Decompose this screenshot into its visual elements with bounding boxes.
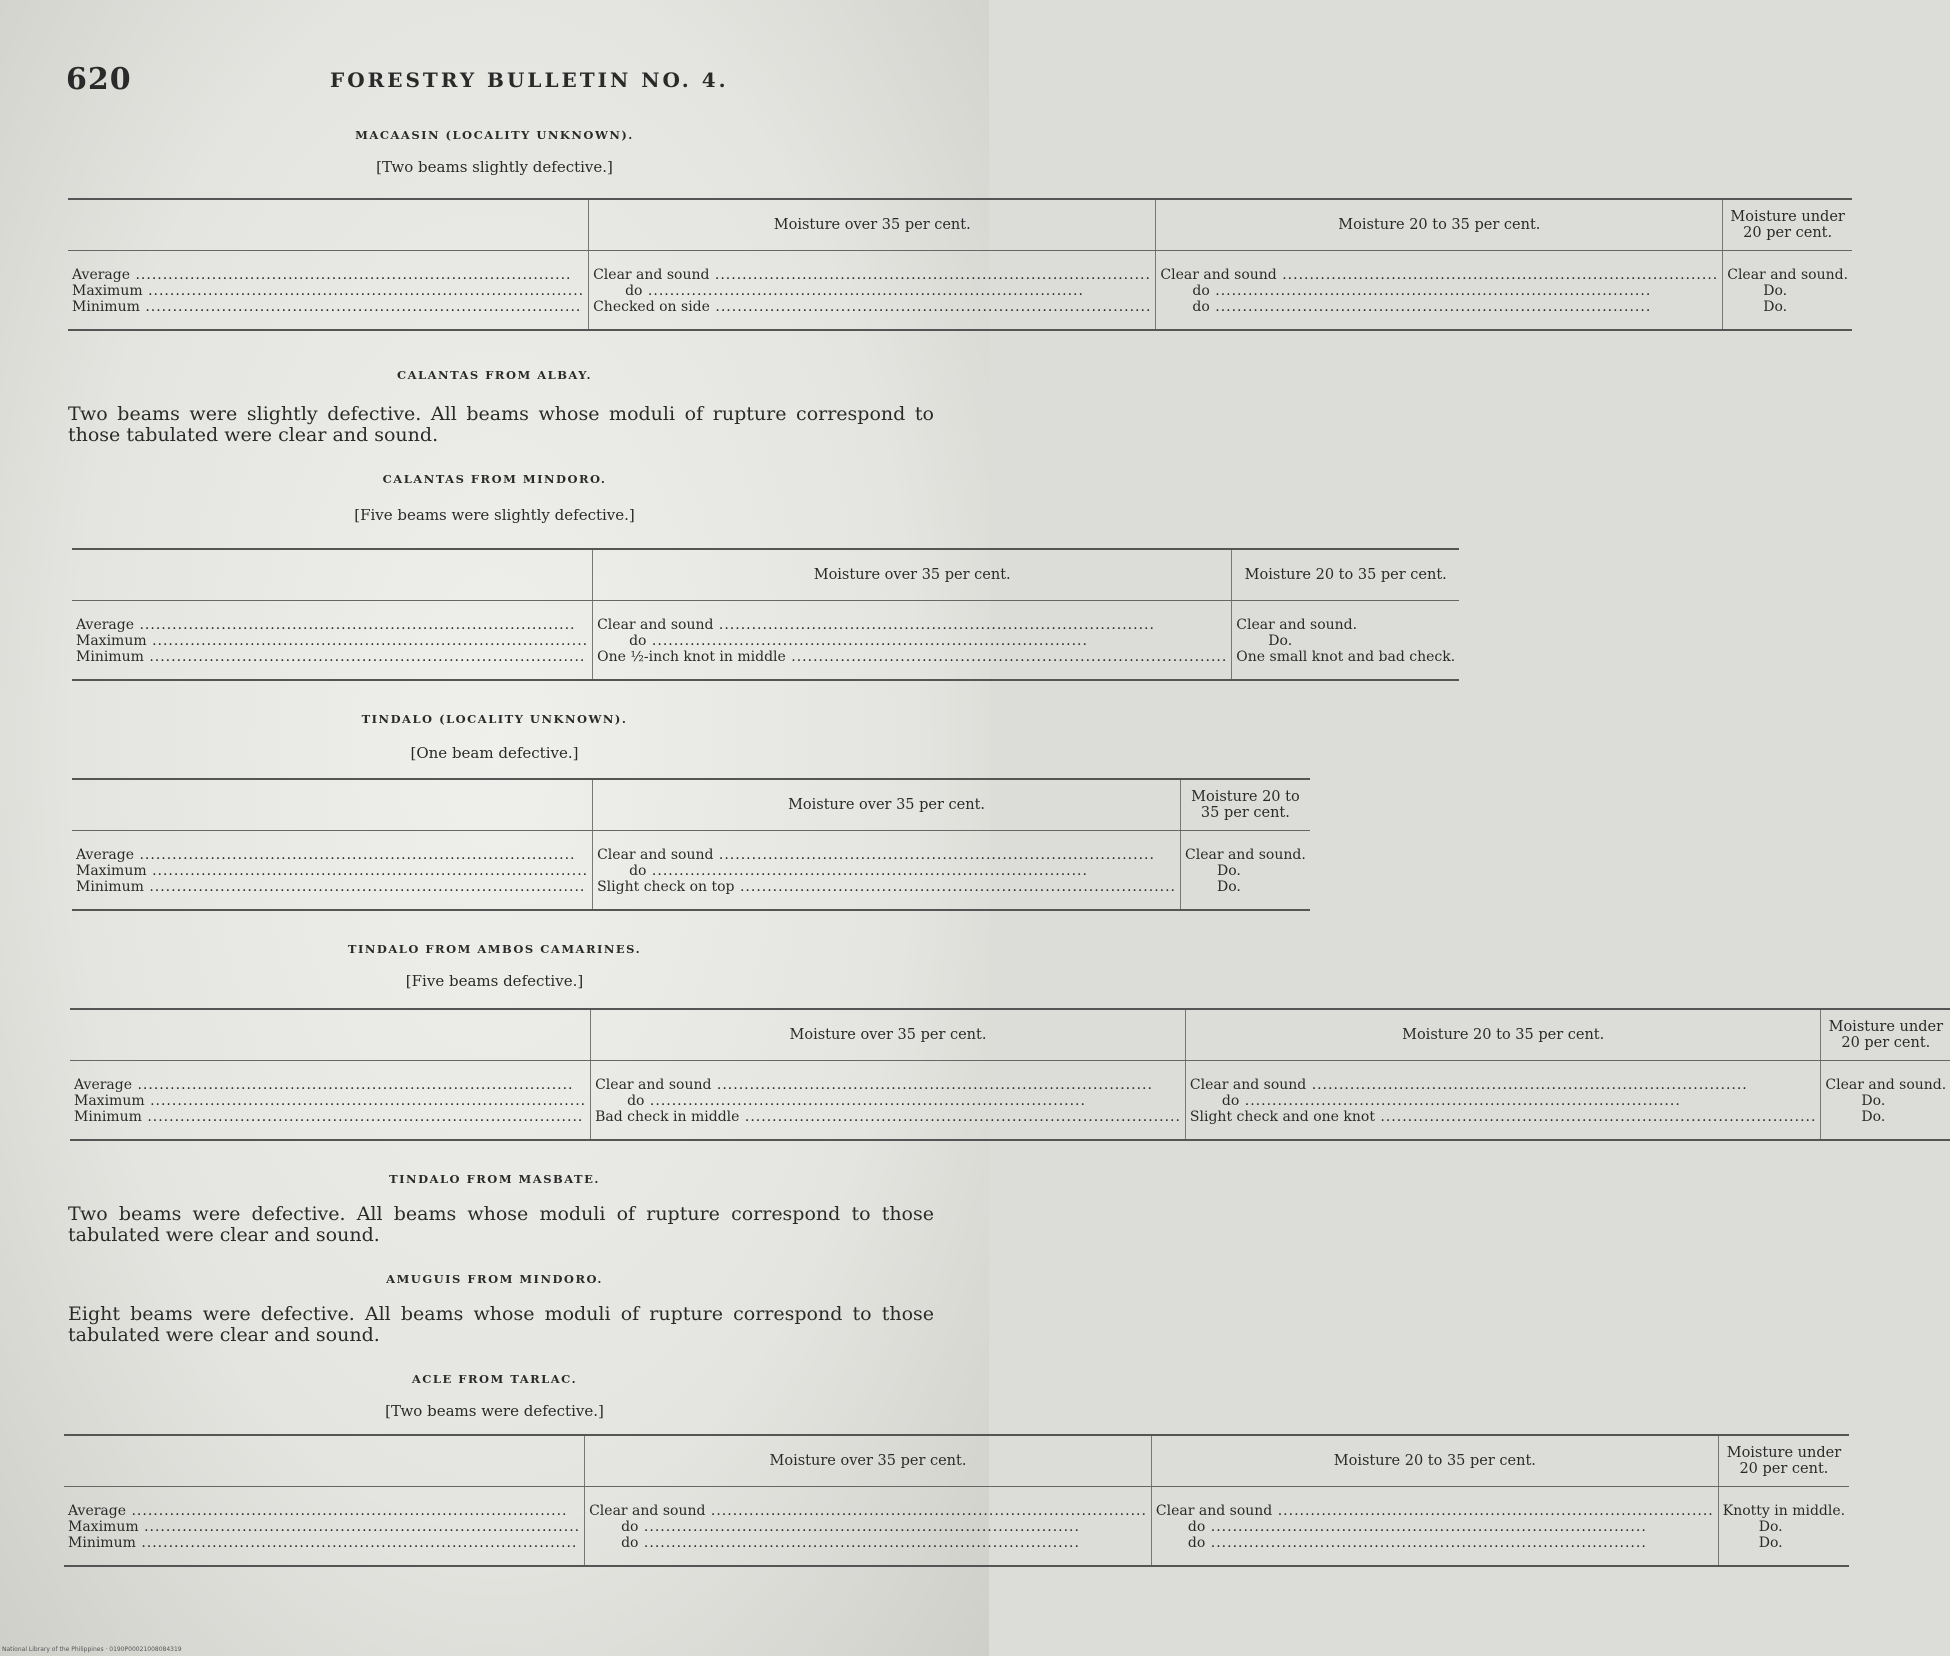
cell-group: Clear and sound. Do. Do. xyxy=(1723,251,1852,331)
column-header-row-labels xyxy=(72,779,593,831)
column-header: Moisture over 35 per cent. xyxy=(593,549,1232,601)
column-header: Moisture 20 to 35 per cent. xyxy=(1185,1009,1821,1061)
row-labels: Average ..... Maximum ..... Minimum ..... xyxy=(72,601,593,681)
row-labels: Average ..... Maximum ..... Minimum ..... xyxy=(68,251,589,331)
row-labels: Average ..... Maximum ..... Minimum ..... xyxy=(64,1487,585,1567)
cell-group: Clear and sound ..... do ..... Slight check on top ..... xyxy=(593,831,1181,911)
column-header: Moisture over 35 per cent. xyxy=(589,199,1156,251)
cell-group: Clear and sound ..... do ..... One ½-inch knot in middle ..... xyxy=(593,601,1232,681)
cell-group: Clear and sound ..... do ..... do ..... xyxy=(585,1487,1152,1567)
cell-group: Clear and sound ..... do ..... Slight check and one knot ..... xyxy=(1185,1061,1821,1141)
section-title-acle-tarlac: ACLE FROM TARLAC. xyxy=(411,1372,578,1386)
section-title-tindalo-unknown: TINDALO (LOCALITY UNKNOWN). xyxy=(361,712,628,726)
cell-group: Knotty in middle. Do. Do. xyxy=(1718,1487,1849,1567)
page-number: 620 xyxy=(66,62,132,97)
row-labels: Average ..... Maximum ..... Minimum ..... xyxy=(70,1061,591,1141)
cell-group: Clear and sound. Do. Do. xyxy=(1821,1061,1950,1141)
cell-group: Clear and sound ..... do ..... do ..... xyxy=(1151,1487,1718,1567)
column-header-row-labels xyxy=(64,1435,585,1487)
running-title: FORESTRY BULLETIN NO. 4. xyxy=(330,68,729,92)
cell-group: Clear and sound. Do. One small knot and bad check. xyxy=(1232,601,1459,681)
column-header: Moisture over 35 per cent. xyxy=(591,1009,1186,1061)
scan-credit: National Library of the Philippines · 0190P00021008084319 xyxy=(2,1646,182,1653)
column-header-row-labels xyxy=(72,549,593,601)
table-macaasin xyxy=(68,198,1852,331)
table-tindalo-ambos-camarines xyxy=(70,1008,1950,1141)
paragraph-tindalo-masbate: Two beams were defective. All beams whose moduli of rupture correspond to those tabulated were clear and sound. xyxy=(68,1203,934,1246)
section-title-calantas-mindoro: CALANTAS FROM MINDORO. xyxy=(382,472,607,486)
column-header: Moisture 20 to 35 per cent. xyxy=(1181,779,1310,831)
column-header: Moisture under 20 per cent. xyxy=(1821,1009,1950,1061)
section-note-acle-tarlac: [Two beams were defective.] xyxy=(385,1402,604,1420)
cell-group: Clear and sound ..... do ..... Checked on side ..... xyxy=(589,251,1156,331)
column-header: Moisture under 20 per cent. xyxy=(1718,1435,1849,1487)
column-header: Moisture under 20 per cent. xyxy=(1723,199,1852,251)
cell-group: Clear and sound ..... do ..... Bad check in middle ..... xyxy=(591,1061,1186,1141)
section-note-tindalo-unknown: [One beam defective.] xyxy=(410,744,579,762)
section-title-amuguis-mindoro: AMUGUIS FROM MINDORO. xyxy=(386,1272,603,1286)
table-tindalo-unknown xyxy=(72,778,1310,911)
cell-group: Clear and sound. Do. Do. xyxy=(1181,831,1310,911)
section-note-macaasin: [Two beams slightly defective.] xyxy=(376,158,613,176)
column-header: Moisture 20 to 35 per cent. xyxy=(1156,199,1723,251)
column-header-row-labels xyxy=(70,1009,591,1061)
section-note-calantas-mindoro: [Five beams were slightly defective.] xyxy=(354,506,635,524)
cell-group: Clear and sound ..... do ..... do ..... xyxy=(1156,251,1723,331)
table-acle-tarlac xyxy=(64,1434,1849,1567)
column-header: Moisture over 35 per cent. xyxy=(585,1435,1152,1487)
section-title-calantas-albay: CALANTAS FROM ALBAY. xyxy=(396,368,593,382)
column-header: Moisture 20 to 35 per cent. xyxy=(1232,549,1459,601)
column-header: Moisture 20 to 35 per cent. xyxy=(1151,1435,1718,1487)
column-header: Moisture over 35 per cent. xyxy=(593,779,1181,831)
section-title-macaasin: MACAASIN (LOCALITY UNKNOWN). xyxy=(355,128,634,142)
table-calantas-mindoro xyxy=(72,548,1459,681)
section-title-tindalo-ambos-camarines: TINDALO FROM AMBOS CAMARINES. xyxy=(347,942,642,956)
paragraph-calantas-albay: Two beams were slightly defective. All beams whose moduli of rupture correspond to those tabulated were clear and sound. xyxy=(68,403,934,446)
column-header-row-labels xyxy=(68,199,589,251)
row-labels: Average ..... Maximum ..... Minimum ..... xyxy=(72,831,593,911)
paragraph-amuguis-mindoro: Eight beams were defective. All beams whose moduli of rupture correspond to those tabulated were clear and sound. xyxy=(68,1303,934,1346)
section-title-tindalo-masbate: TINDALO FROM MASBATE. xyxy=(389,1172,600,1186)
section-note-tindalo-ambos-camarines: [Five beams defective.] xyxy=(405,972,584,990)
